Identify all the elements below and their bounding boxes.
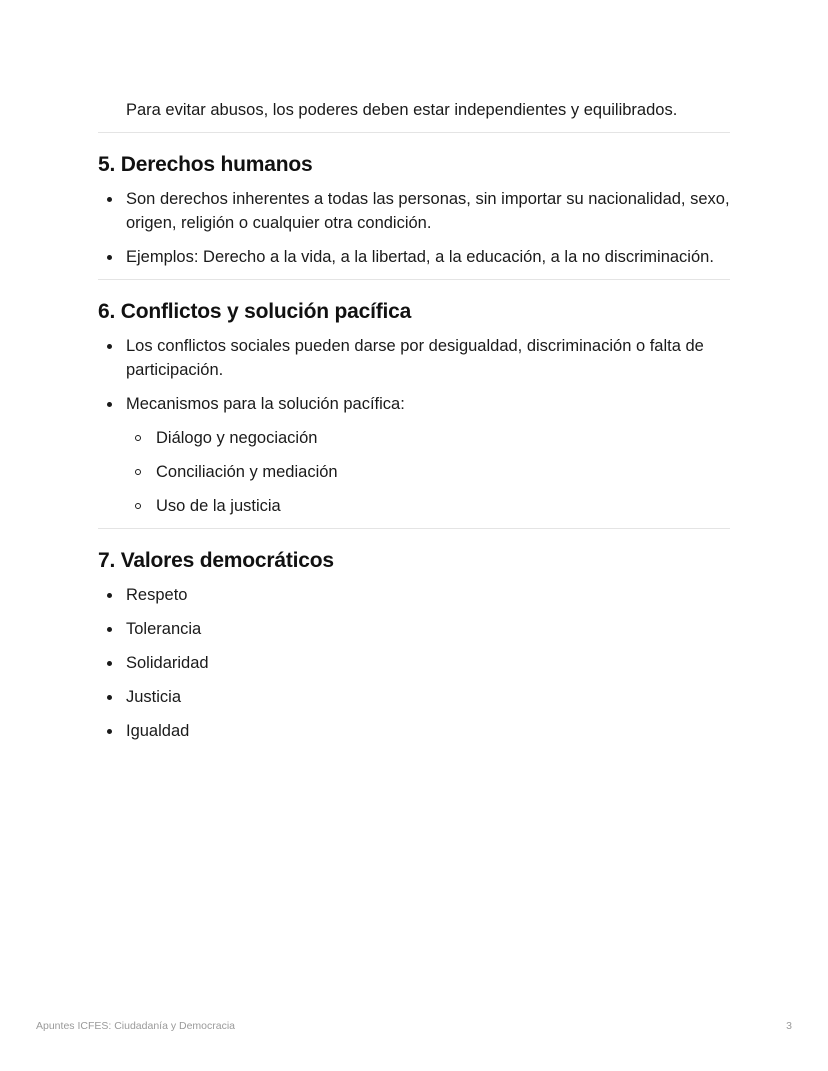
section-valores bbox=[98, 529, 730, 743]
sub-list-item: Diálogo y negociación bbox=[126, 426, 730, 450]
list-item: Respeto bbox=[98, 583, 730, 607]
list-item: Igualdad bbox=[98, 719, 730, 743]
sub-list-item: Uso de la justicia bbox=[126, 494, 730, 518]
sub-list-item: Conciliación y mediación bbox=[126, 460, 730, 484]
section-heading: 6. Conflictos y solución pacífica bbox=[98, 300, 412, 323]
list-item: Tolerancia bbox=[98, 617, 730, 641]
continued-paragraph: Para evitar abusos, los poderes deben estar independientes y equilibrados. bbox=[126, 101, 678, 119]
section-conflictos bbox=[98, 280, 730, 518]
document-content bbox=[98, 96, 730, 753]
list-item: Los conflictos sociales pueden darse por desigualdad, discriminación o falta de participación. bbox=[98, 334, 730, 382]
page-footer bbox=[36, 1020, 792, 1032]
section-derechos-humanos bbox=[98, 133, 730, 269]
sub-bullet-list bbox=[126, 426, 730, 518]
section-heading: 5. Derechos humanos bbox=[98, 153, 313, 176]
list-item: Justicia bbox=[98, 685, 730, 709]
list-item: Ejemplos: Derecho a la vida, a la libertad, a la educación, a la no discriminación. bbox=[98, 245, 730, 269]
list-item-text: Mecanismos para la solución pacífica: bbox=[126, 395, 405, 413]
list-item: Son derechos inherentes a todas las personas, sin importar su nacionalidad, sexo, origen, religión o cualquier otra condición. bbox=[98, 187, 730, 235]
section-heading: 7. Valores democráticos bbox=[98, 549, 334, 572]
bullet-list bbox=[98, 583, 730, 743]
list-item: Solidaridad bbox=[98, 651, 730, 675]
page-number: 3 bbox=[786, 1020, 792, 1032]
list-item bbox=[98, 392, 730, 518]
bullet-list bbox=[98, 187, 730, 269]
bullet-list bbox=[98, 334, 730, 518]
footer-title: Apuntes ICFES: Ciudadanía y Democracia bbox=[36, 1020, 236, 1032]
